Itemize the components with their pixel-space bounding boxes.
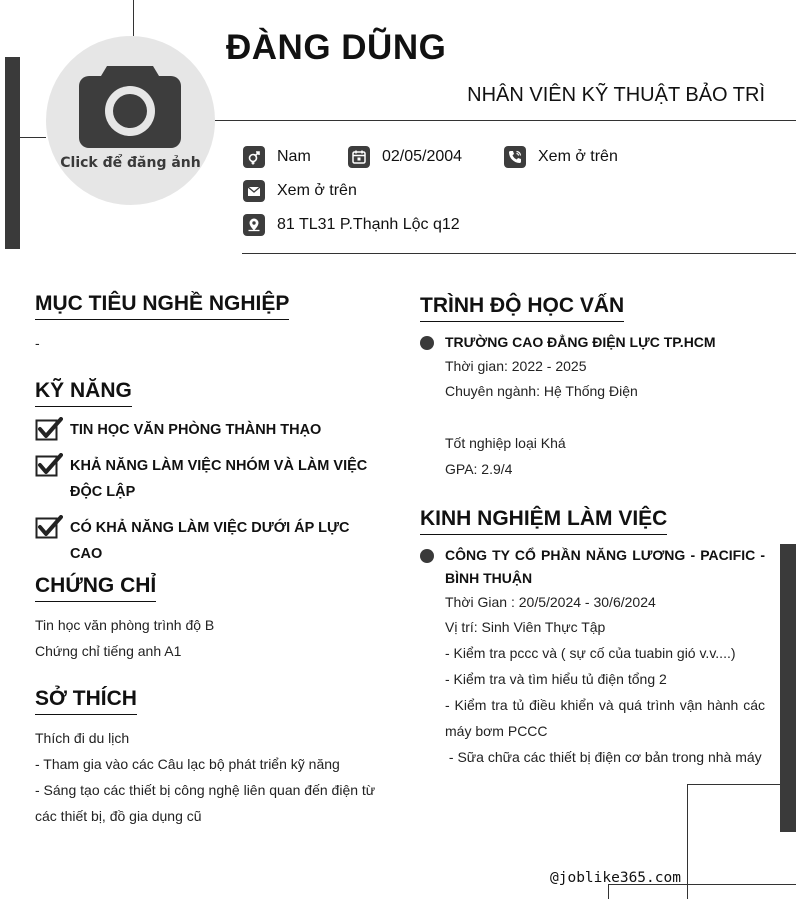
education-rank: Tốt nghiệp loại Khá	[445, 435, 566, 451]
bullet-dot	[420, 336, 434, 350]
experience-task: - Kiểm tra và tìm hiểu tủ điện tổng 2	[445, 671, 667, 687]
hobbies-heading: SỞ THÍCH	[35, 687, 137, 715]
skills-heading: KỸ NĂNG	[35, 379, 132, 407]
candidate-name: ĐÀNG DŨNG	[226, 28, 447, 67]
phone-value: Xem ở trên	[538, 148, 618, 165]
certificates-heading: CHỨNG CHỈ	[35, 574, 156, 602]
skill-label: TIN HỌC VĂN PHÒNG THÀNH THẠO	[70, 422, 322, 438]
deco-bar-right	[780, 544, 796, 832]
deco-box-tick	[608, 884, 609, 899]
education-time: Thời gian: 2022 - 2025	[445, 358, 587, 374]
avatar-caption: Click để đăng ảnh	[60, 155, 201, 171]
info-birthday	[348, 146, 462, 168]
checkbox-checked-icon	[35, 417, 63, 441]
certificate-item: Tin học văn phòng trình độ B	[35, 617, 215, 633]
deco-line-top	[133, 0, 134, 36]
skill-item	[35, 515, 385, 567]
mail-icon	[243, 180, 265, 202]
hobby-item: Thích đi du lịch	[35, 730, 130, 746]
skill-label: KHẢ NĂNG LÀM VIỆC NHÓM VÀ LÀM VIỆC ĐỘC LẬP	[70, 458, 368, 500]
header-divider	[215, 120, 796, 121]
birthday-value: 02/05/2004	[382, 148, 463, 165]
gender-icon	[243, 146, 265, 168]
certificate-item: Chứng chỉ tiếng anh A1	[35, 643, 182, 659]
bullet-dot	[420, 549, 434, 563]
skill-item	[35, 417, 385, 443]
job-title: NHÂN VIÊN KỸ THUẬT BẢO TRÌ	[467, 84, 765, 106]
skill-label: CÓ KHẢ NĂNG LÀM VIỆC DƯỚI ÁP LỰC CAO	[70, 520, 350, 562]
camera-icon	[79, 60, 181, 148]
objective-heading: MỤC TIÊU NGHỀ NGHIỆP	[35, 292, 289, 320]
education-gpa: GPA: 2.9/4	[445, 461, 513, 477]
phone-icon	[504, 146, 526, 168]
school-name: TRƯỜNG CAO ĐẲNG ĐIỆN LỰC TP.HCM	[445, 334, 716, 350]
experience-time: Thời Gian : 20/5/2024 - 30/6/2024	[445, 594, 656, 610]
deco-box-top	[687, 784, 780, 785]
address-value: 81 TL31 P.Thạnh Lộc q12	[277, 216, 460, 233]
avatar-upload[interactable]	[46, 36, 215, 205]
calendar-icon	[348, 146, 370, 168]
deco-bar-left	[5, 57, 20, 249]
deco-line-left	[20, 137, 46, 138]
experience-task: - Kiểm tra pccc và ( sự cố của tuabin gió v.v....)	[445, 645, 736, 661]
checkbox-checked-icon	[35, 453, 63, 477]
checkbox-checked-icon	[35, 515, 63, 539]
deco-box-left	[687, 784, 688, 899]
gender-value: Nam	[277, 148, 311, 165]
site-watermark: @joblike365.com	[550, 870, 681, 886]
email-value: Xem ở trên	[277, 182, 357, 199]
education-heading: TRÌNH ĐỘ HỌC VẤN	[420, 294, 624, 322]
experience-task: - Kiểm tra tủ điều khiển và quá trình vận hành các máy bơm PCCC	[445, 697, 765, 739]
info-divider	[242, 253, 796, 254]
education-major: Chuyên ngành: Hệ Thống Điện	[445, 383, 638, 399]
hobby-item: - Sáng tạo các thiết bị công nghệ liên quan đến điện từ các thiết bị, đồ gia dụng cũ	[35, 782, 376, 824]
experience-heading: KINH NGHIỆM LÀM VIỆC	[420, 507, 667, 535]
info-address	[243, 214, 460, 236]
experience-task: - Sữa chữa các thiết bị điện cơ bản trong nhà máy	[445, 749, 762, 765]
objective-text: -	[35, 335, 40, 351]
hobby-item: - Tham gia vào các Câu lạc bộ phát triển kỹ năng	[35, 756, 340, 772]
info-phone	[504, 146, 618, 168]
experience-position: Vị trí: Sinh Viên Thực Tập	[445, 619, 606, 635]
info-email	[243, 180, 357, 202]
skill-item	[35, 453, 385, 505]
location-icon	[243, 214, 265, 236]
info-gender	[243, 146, 311, 168]
company-name: CÔNG TY CỔ PHẦN NĂNG LƯƠNG - PACIFIC - BÌNH THUẬN	[445, 547, 765, 586]
